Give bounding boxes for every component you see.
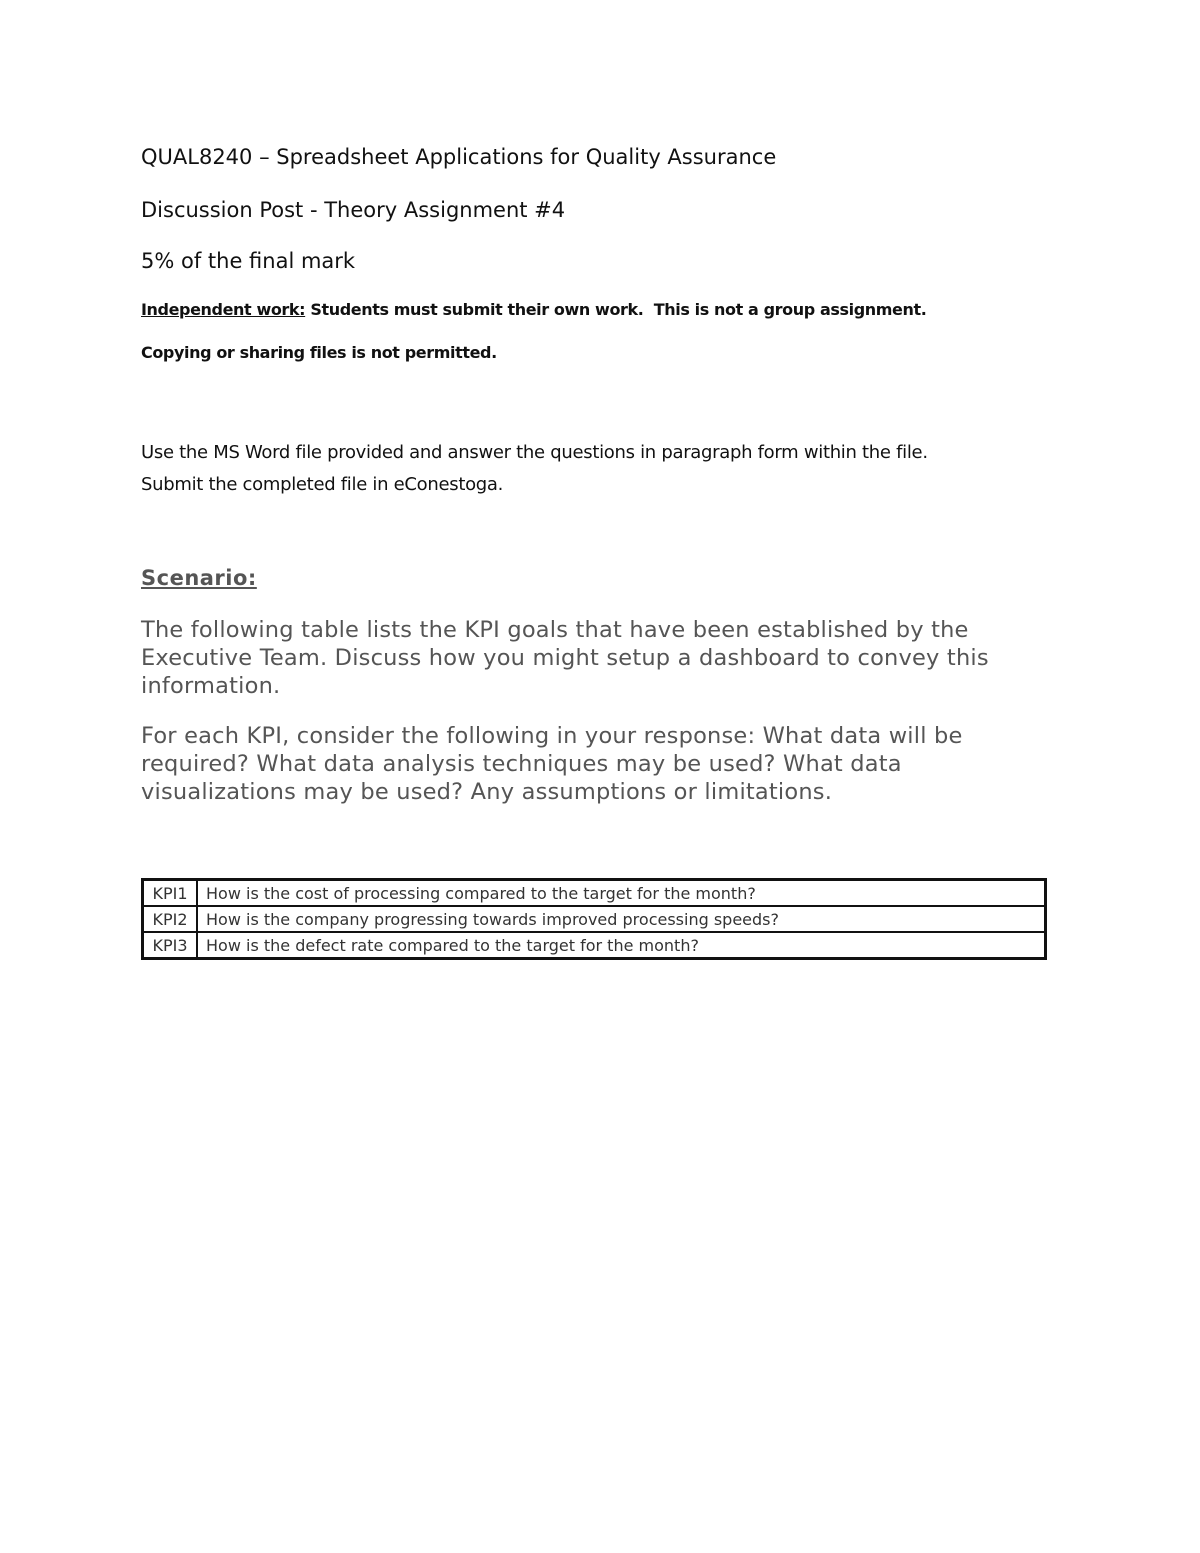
- independent-work-notice: [141, 300, 926, 319]
- table-row: [143, 932, 1046, 959]
- instructions-line-1: Use the MS Word file provided and answer the questions in paragraph form within the file.: [141, 442, 928, 463]
- instructions-line-2: Submit the completed file in eConestoga.: [141, 474, 504, 495]
- independent-work-label: Independent work:: [141, 300, 306, 319]
- kpi-question-cell: How is the company progressing towards improved processing speeds?: [197, 906, 1046, 932]
- assignment-title: Discussion Post - Theory Assignment #4: [141, 198, 566, 222]
- table-row: [143, 880, 1046, 907]
- scenario-heading: Scenario:: [141, 566, 257, 590]
- scenario-paragraph-1: The following table lists the KPI goals that have been established by the Executive Team. Discuss how you might setup a dashboard to convey this information.: [141, 617, 989, 699]
- kpi-question-cell: How is the defect rate compared to the target for the month?: [197, 932, 1046, 959]
- course-title: QUAL8240 – Spreadsheet Applications for Quality Assurance: [141, 145, 777, 169]
- grade-weight: 5% of the final mark: [141, 249, 356, 273]
- scenario-paragraph-2: For each KPI, consider the following in your response: What data will be required? What data analysis techniques may be used? What data visualizations may be used? Any assumptions or limitations.: [141, 723, 963, 805]
- table-row: [143, 906, 1046, 932]
- kpi-question-cell: How is the cost of processing compared to the target for the month?: [197, 880, 1046, 907]
- copying-notice: Copying or sharing files is not permitted.: [141, 343, 497, 362]
- kpi-id-cell: KPI1: [143, 880, 198, 907]
- kpi-id-cell: KPI2: [143, 906, 198, 932]
- kpi-table: [141, 878, 1047, 960]
- kpi-id-cell: KPI3: [143, 932, 198, 959]
- independent-work-text: Students must submit their own work. This is not a group assignment.: [305, 300, 927, 319]
